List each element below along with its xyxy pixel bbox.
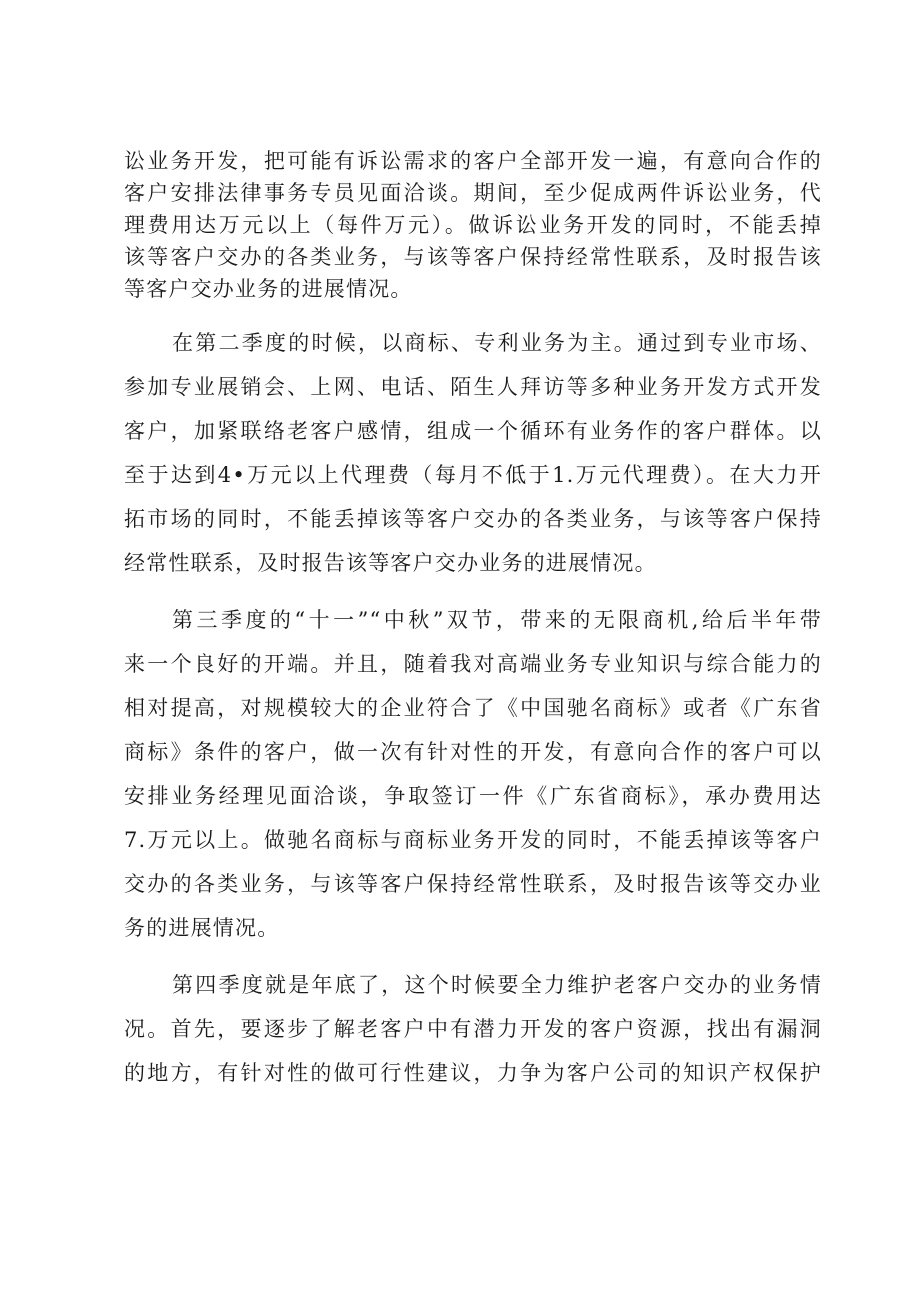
text-line: 务的进展情况。: [124, 916, 280, 940]
text-line: 拓市场的同时，不能丢掉该等客户交办的各类业务，与该等客户保持: [124, 507, 822, 531]
document-page: [124, 145, 822, 1095]
text-line: 第四季度就是年底了，这个时候要全力维护老客户交办的业务情: [172, 973, 822, 997]
text-line: 经常性联系，及时报告该等客户交办业务的进展情况。: [124, 551, 657, 575]
text-line: 讼业务开发，把可能有诉讼需求的客户全部开发一遍，有意向合作的: [124, 149, 822, 173]
text-line: 理费用达万元以上（每件万元）。做诉讼业务开发的同时，不能丢掉: [124, 213, 822, 237]
text-line: 等客户交办业务的进展情况。: [124, 277, 413, 301]
text-line: 的地方，有针对性的做可行性建议，力争为客户公司的知识产权保护: [124, 1061, 822, 1085]
paragraph-3: [124, 598, 822, 950]
paragraph-4: [124, 963, 822, 1095]
text-line: 参加专业展销会、上网、电话、陌生人拜访等多种业务开发方式开发: [124, 375, 822, 399]
paragraph-2: [124, 321, 822, 585]
text-line: 来一个良好的开端。并且，随着我对高端业务专业知识与综合能力的: [124, 652, 822, 676]
text-line: 第三季度的“十一”“中秋”双节，带来的无限商机,给后半年带: [172, 608, 822, 632]
text-line: 商标》条件的客户，做一次有针对性的开发，有意向合作的客户可以: [124, 740, 822, 764]
text-line: 7.万元以上。做驰名商标与商标业务开发的同时，不能丢掉该等客户: [124, 828, 822, 852]
paragraph-1: [124, 145, 822, 305]
text-line: 在第二季度的时候，以商标、专利业务为主。通过到专业市场、: [172, 331, 822, 355]
text-line: 况。首先，要逐步了解老客户中有潜力开发的客户资源，找出有漏洞: [124, 1017, 822, 1041]
text-line: 交办的各类业务，与该等客户保持经常性联系，及时报告该等交办业: [124, 872, 822, 896]
text-line: 客户安排法律事务专员见面洽谈。期间，至少促成两件诉讼业务，代: [124, 181, 822, 205]
text-line: 至于达到4•万元以上代理费（每月不低于1.万元代理费）。在大力开: [124, 463, 822, 487]
text-line: 相对提高，对规模较大的企业符合了《中国驰名商标》或者《广东省: [124, 696, 822, 720]
text-line: 该等客户交办的各类业务，与该等客户保持经常性联系，及时报告该: [124, 245, 822, 269]
text-line: 安排业务经理见面洽谈，争取签订一件《广东省商标》，承办费用达: [124, 784, 822, 808]
text-line: 客户，加紧联络老客户感情，组成一个循环有业务作的客户群体。以: [124, 419, 822, 443]
